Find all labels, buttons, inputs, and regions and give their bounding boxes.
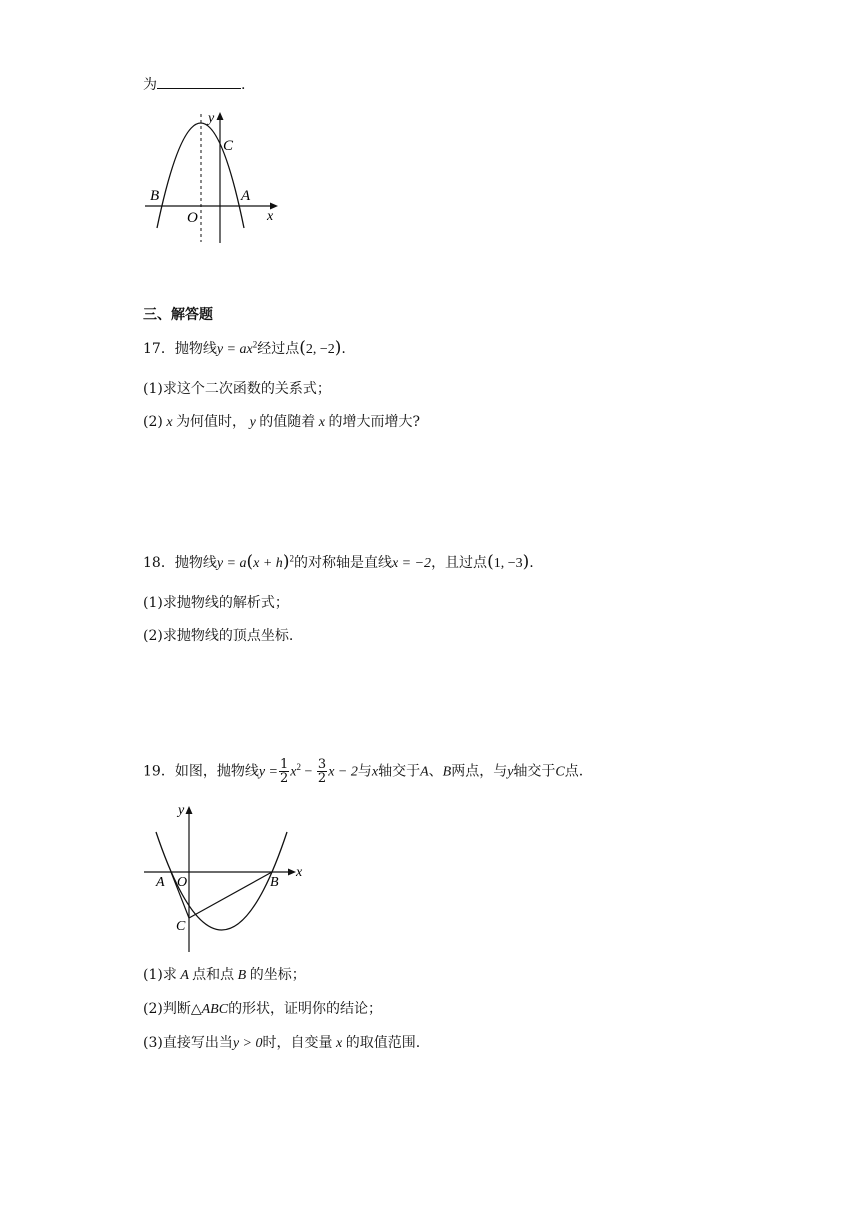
- label-y: y: [208, 111, 215, 126]
- q17-stem-b: 经过点: [257, 341, 300, 357]
- label-O: O: [187, 210, 198, 226]
- label-B: B: [150, 188, 160, 204]
- fraction-three-halves: $\frac{3}{2}$: [317, 757, 327, 786]
- label-B: B: [270, 875, 279, 890]
- q19-number: 19．: [143, 763, 175, 780]
- q18-part2: (2)求抛物线的顶点坐标.: [143, 628, 294, 644]
- q18-point: 1, −3: [493, 556, 523, 571]
- parabola-curve: [156, 832, 287, 930]
- figure-parabola-up: [140, 792, 310, 952]
- q17-part1: (1)求这个二次函数的关系式；: [143, 381, 331, 397]
- label-x: x: [296, 865, 303, 880]
- y-axis-arrow: [217, 112, 224, 120]
- label-y: y: [178, 803, 185, 818]
- figure-parabola-down: [140, 108, 290, 248]
- x-axis-arrow: [288, 869, 296, 876]
- answer-blank: [157, 76, 241, 89]
- label-A: A: [156, 875, 165, 890]
- q17-stem-a: 抛物线: [174, 341, 217, 357]
- section-title: 三、解答题: [143, 307, 213, 323]
- q19-stem: 19．如图，抛物线y = $\frac{1}{2}$ $x^2$ − $\frac{3}{2}$ x − 2与x轴交于A、B两点，与y轴交于C点.: [143, 757, 584, 786]
- q17-stem: 17．抛物线$y = ax^2$经过点(2, −2).: [143, 338, 346, 358]
- segment-BC: [189, 872, 272, 918]
- q17-number: 17．: [143, 341, 175, 357]
- label-A: A: [241, 188, 251, 204]
- q17-stem-end: .: [341, 341, 346, 357]
- prev-question-tail: [143, 74, 245, 94]
- q18-stem: 18．抛物线$y = a(x + h)^2$的对称轴是直线x = −2，且过点(1, −3).: [143, 552, 534, 572]
- label-O: O: [177, 875, 188, 890]
- label-C: C: [176, 919, 186, 934]
- fraction-one-half: $\frac{1}{2}$: [280, 757, 289, 786]
- q17-part2: (2) x 为何值时， y 的值随着 x 的增大而增大?: [143, 414, 421, 430]
- q18-axis-line: x = −2: [391, 556, 432, 571]
- q17-equation: y = ax: [216, 342, 253, 357]
- q19-part2: (2)判断△ABC的形状，证明你的结论；: [143, 1001, 383, 1017]
- label-x: x: [267, 209, 274, 224]
- q18-part1: (1)求抛物线的解析式；: [143, 595, 289, 611]
- q18-equation: y = a: [216, 556, 247, 571]
- q19-part3: (3)直接写出当y > 0时，自变量 x 的取值范围.: [143, 1035, 421, 1051]
- label-C: C: [223, 138, 234, 154]
- y-axis-arrow: [186, 806, 193, 814]
- q18-number: 18．: [143, 555, 175, 571]
- triangle-ABC: △ABC: [190, 1002, 229, 1017]
- prev-question-suffix: .: [241, 77, 246, 93]
- prev-question-prefix: 为: [143, 77, 157, 93]
- q17-point: 2, −2: [305, 342, 335, 357]
- q19-part1: (1)求 A 点和点 B 的坐标；: [143, 967, 306, 983]
